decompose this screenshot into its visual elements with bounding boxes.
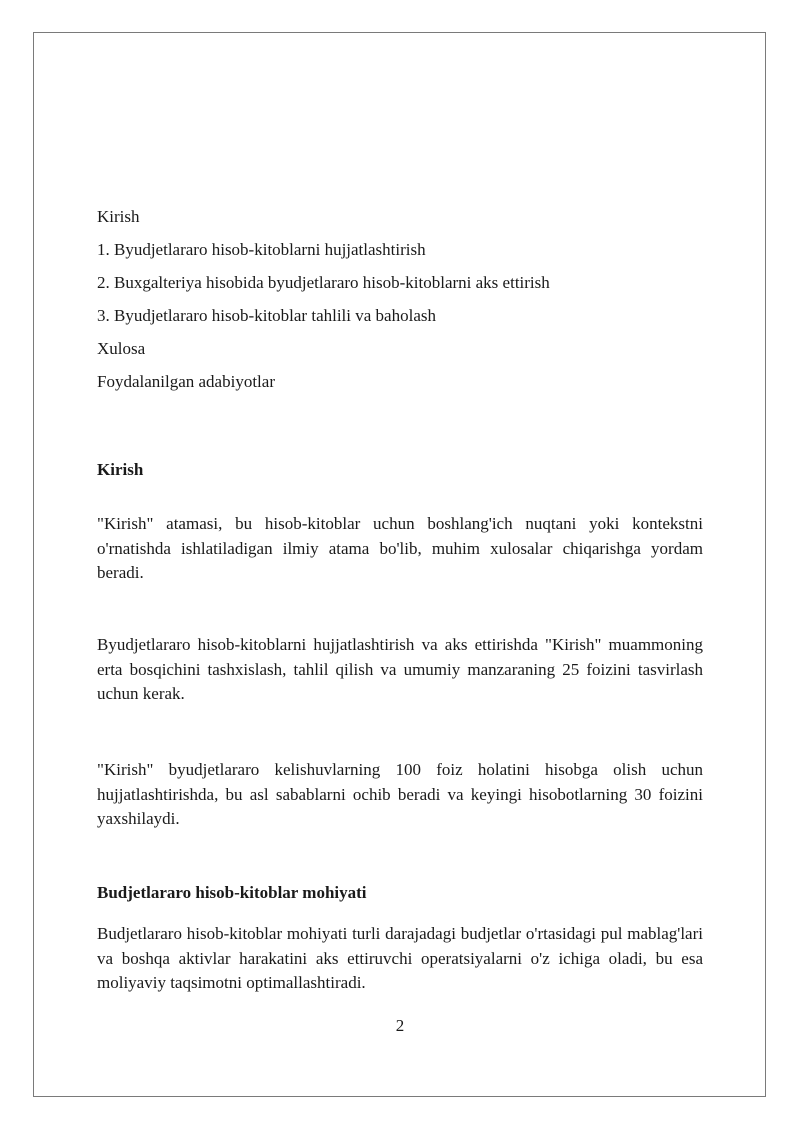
- paragraph: "Kirish" byudjetlararo kelishuvlarning 100 foiz holatini hisobga olish uchun hujjatlashtirishda, bu asl sabablarni ochib beradi va keyingi hisobotlarning 30 foizini yaxshilaydi.: [97, 760, 703, 828]
- intro-paragraph-3-block: [97, 758, 703, 832]
- paragraph: Byudjetlararo hisob-kitoblarni hujjatlashtirish va aks ettirishda "Kirish" muammoning erta bosqichini tashxislash, tahlil qilish va umumiy manzaraning 25 foizini tasvirlash uchun kerak.: [97, 635, 703, 703]
- intro-paragraph-1-block: [97, 512, 703, 586]
- intro-paragraph-2-block: [97, 633, 703, 707]
- toc-item: Foydalanilgan adabiyotlar: [97, 372, 275, 391]
- paragraph: Budjetlararo hisob-kitoblar mohiyati turli darajadagi budjetlar o'rtasidagi pul mablag'lari va boshqa aktivlar harakatini aks ettiruvchi operatsiyalarni o'z ichiga oladi, bu esa moliyaviy taqsimotni optimallashtiradi.: [97, 924, 703, 992]
- toc-item: 3. Byudjetlararo hisob-kitoblar tahlili va baholash: [97, 306, 436, 325]
- toc-item: Xulosa: [97, 339, 146, 358]
- intro-heading-block: [97, 458, 703, 482]
- section-heading: Kirish: [97, 460, 144, 479]
- paragraph: "Kirish" atamasi, bu hisob-kitoblar uchun boshlang'ich nuqtani yoki kontekstni o'rnatishda ishlatiladigan ilmiy atama bo'lib, muhim xulosalar chiqarishga yordam beradi.: [97, 514, 703, 582]
- table-of-contents: [97, 200, 707, 398]
- section2-paragraph-block: [97, 922, 703, 996]
- toc-item: Kirish: [97, 207, 140, 226]
- toc-item: 1. Byudjetlararo hisob-kitoblarni hujjatlashtirish: [97, 240, 426, 259]
- section2-heading-block: [97, 881, 703, 905]
- page-number: 2: [395, 1016, 405, 1035]
- section-heading: Budjetlararo hisob-kitoblar mohiyati: [97, 883, 367, 902]
- toc-item: 2. Buxgalteriya hisobida byudjetlararo hisob-kitoblarni aks ettirish: [97, 273, 550, 292]
